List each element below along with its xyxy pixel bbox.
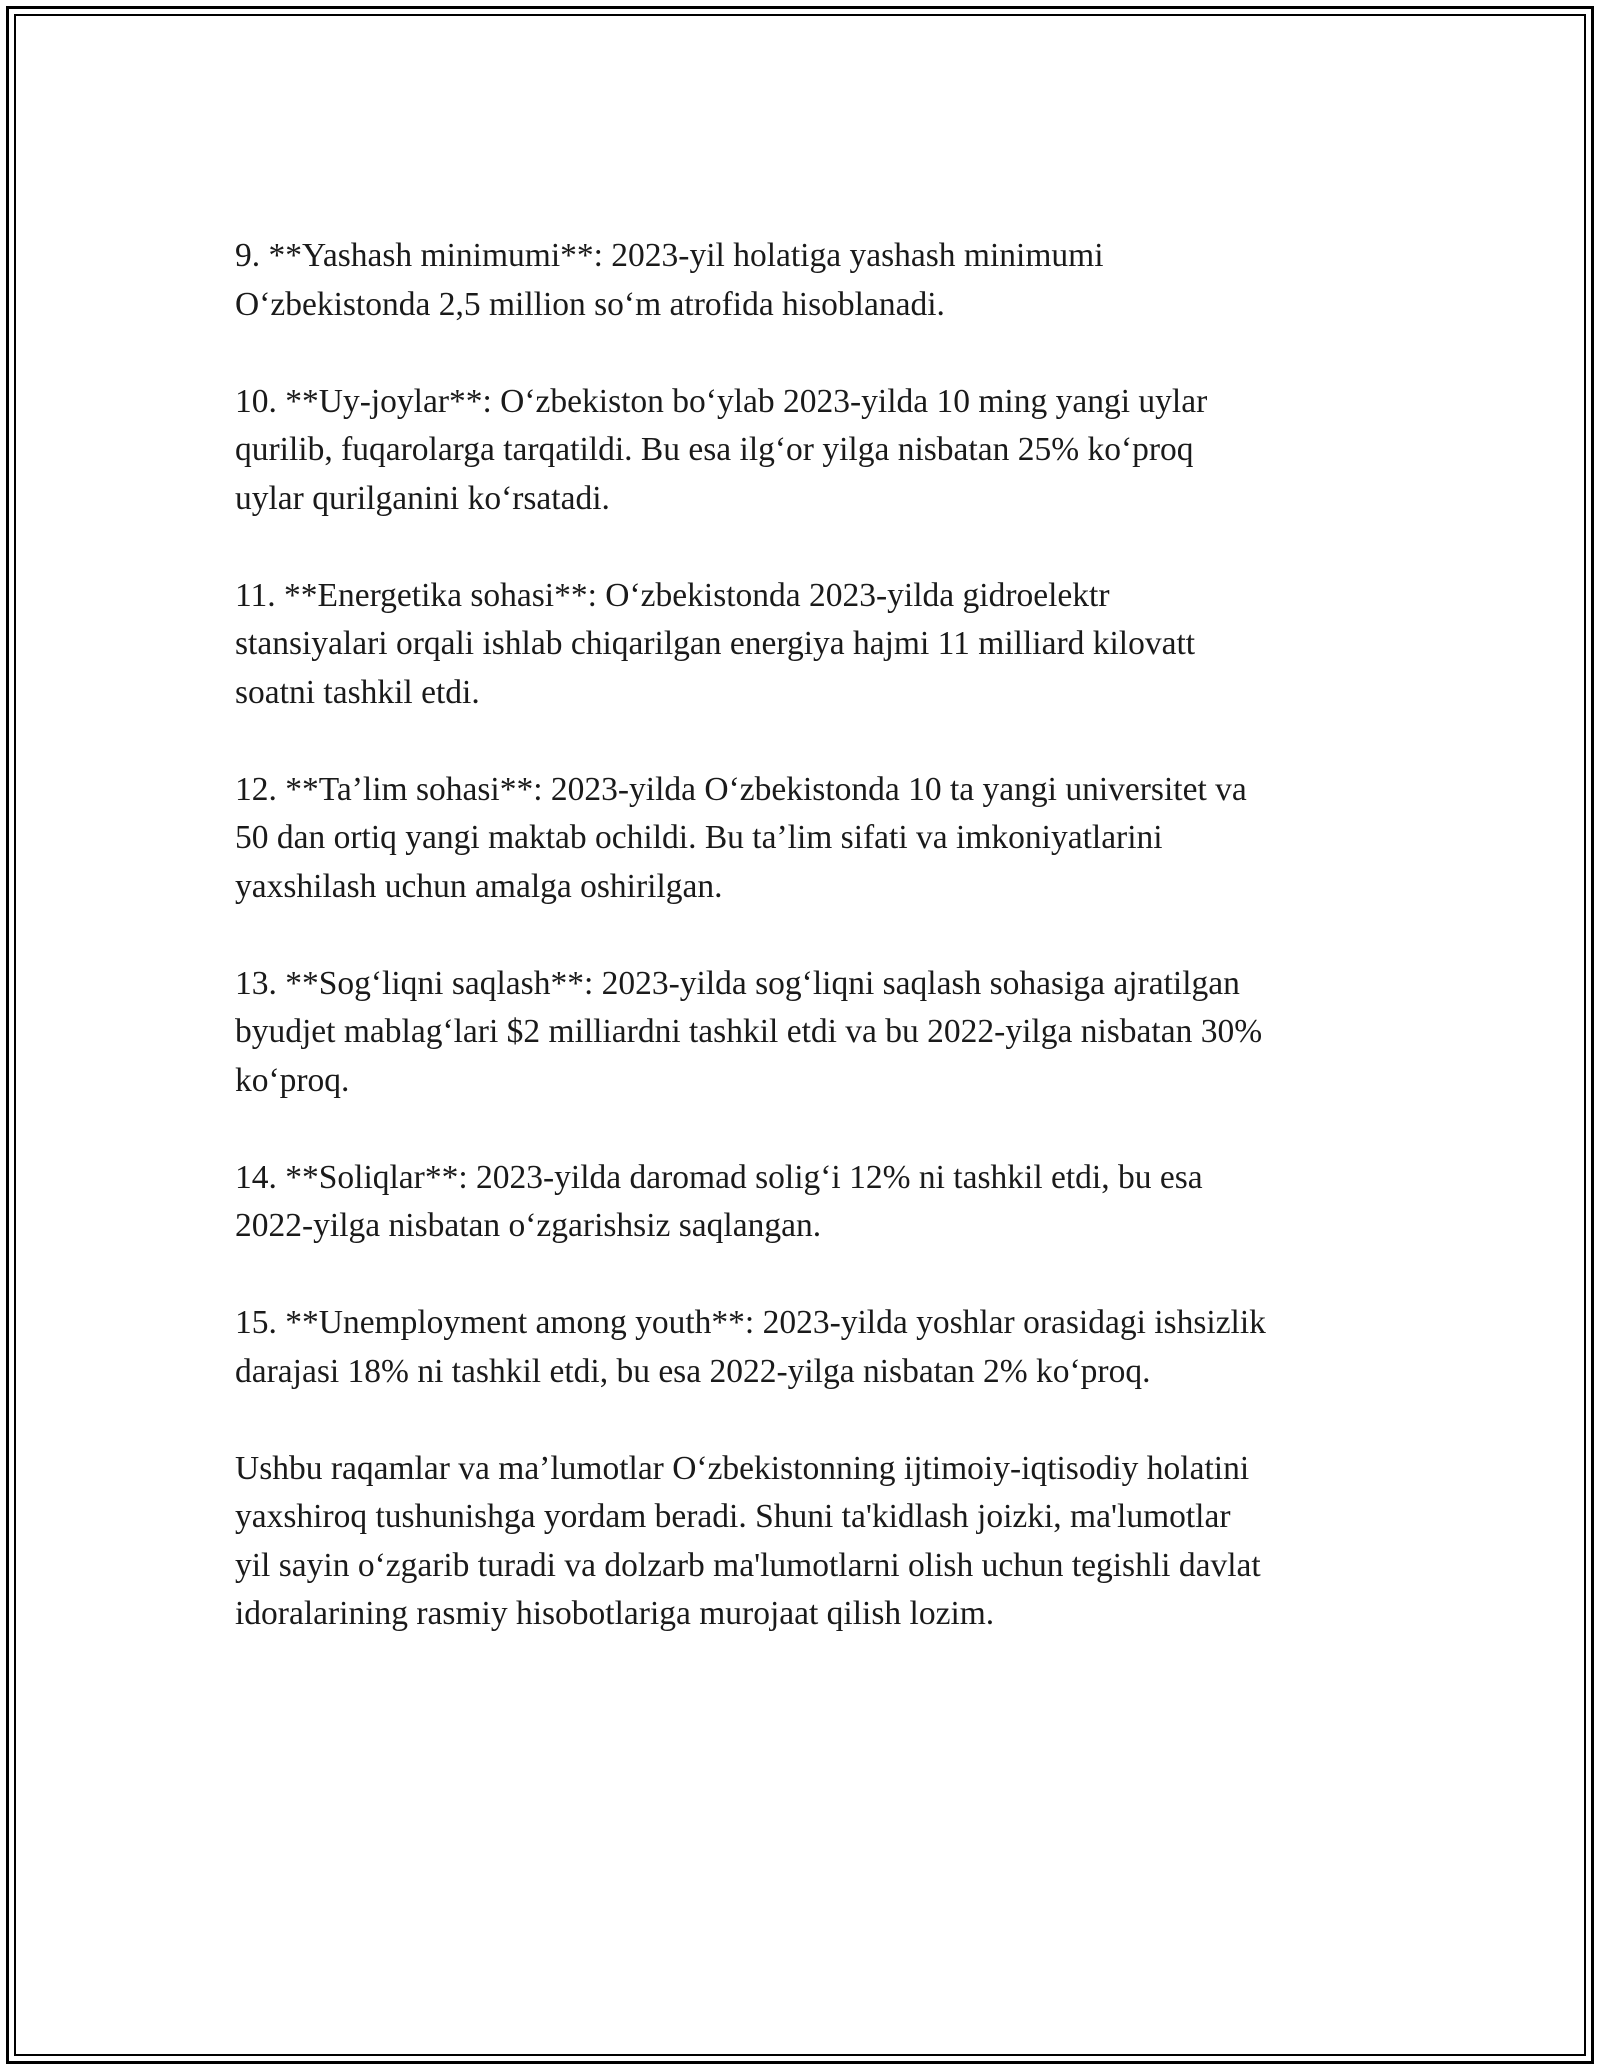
closing-paragraph: Ushbu raqamlar va ma’lumotlar O‘zbekistonning ijtimoiy-iqtisodiy holatini yaxshiroq tushunishga yordam beradi. Shuni ta'kidlash joizki, ma'lumotlar yil sayin o‘zgarib turadi va dolzarb ma'lumotlarni olish uchun tegishli davlat idoralarining rasmiy hisobotlariga murojaat qilish lozim. xyxy=(235,1449,1261,1632)
item-14-soliqlar: 14. **Soliqlar**: 2023-yilda daromad solig‘i 12% ni tashkil etdi, bu esa 2022-yilga nisbatan o‘zgarishsiz saqlangan. xyxy=(235,1158,1203,1244)
item-13-sogliqni-saqlash: 13. **Sog‘liqni saqlash**: 2023-yilda sog‘liqni saqlash sohasiga ajratilgan byudjet mablag‘lari $2 milliardni tashkil etdi va bu 2022-yilga nisbatan 30% ko‘proq. xyxy=(235,964,1263,1099)
item-10-uy-joylar: 10. **Uy-joylar**: O‘zbekiston bo‘ylab 2023-yilda 10 ming yangi uylar qurilib, fuqarolarga tarqatildi. Bu esa ilg‘or yilga nisbatan 25% ko‘proq uylar qurilganini ko‘rsatadi. xyxy=(235,382,1208,517)
item-9-yashash-minimumi: 9. **Yashash minimumi**: 2023-yil holatiga yashash minimumi O‘zbekistonda 2,5 million so‘m atrofida hisoblanadi. xyxy=(235,237,1104,323)
document-body xyxy=(235,232,1385,1687)
item-11-energetika-sohasi: 11. **Energetika sohasi**: O‘zbekistonda 2023-yilda gidroelektr stansiyalari orqali ishlab chiqarilgan energiya hajmi 11 milliard kilovatt soatni tashkil etdi. xyxy=(235,576,1196,711)
item-12-talim-sohasi: 12. **Ta’lim sohasi**: 2023-yilda O‘zbekistonda 10 ta yangi universitet va 50 dan ortiq yangi maktab ochildi. Bu ta’lim sifati va imkoniyatlarini yaxshilash uchun amalga oshirilgan. xyxy=(235,770,1247,905)
item-15-unemployment-among-youth: 15. **Unemployment among youth**: 2023-yilda yoshlar orasidagi ishsizlik darajasi 18% ni tashkil etdi, bu esa 2022-yilga nisbatan 2% ko‘proq. xyxy=(235,1304,1266,1390)
